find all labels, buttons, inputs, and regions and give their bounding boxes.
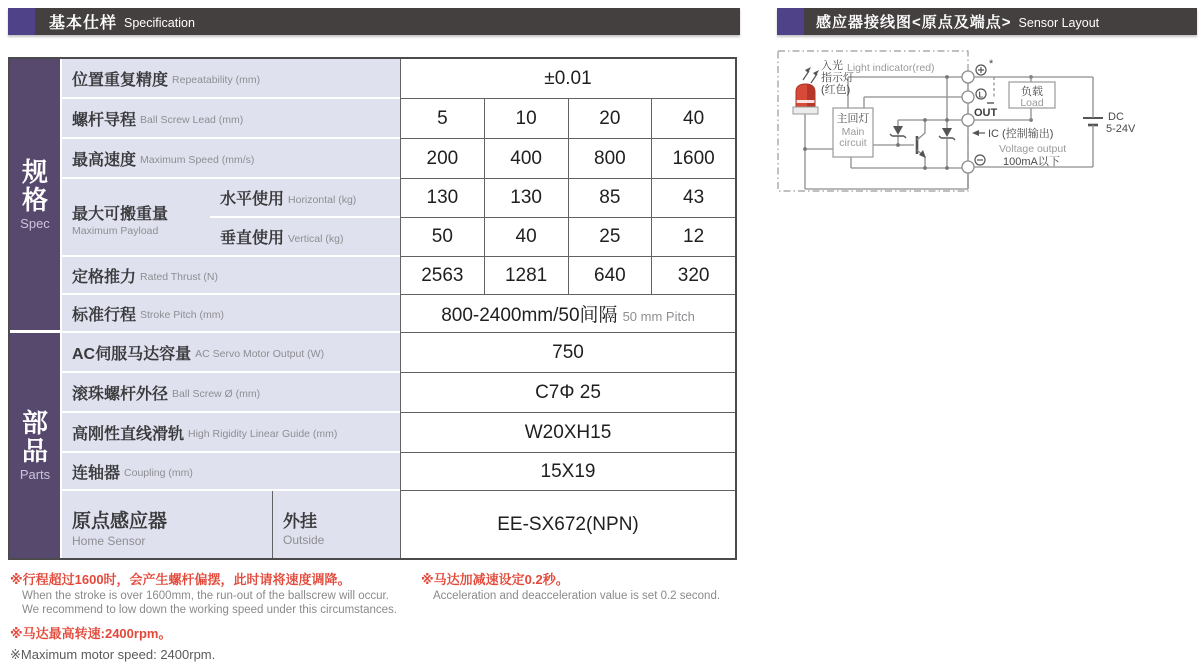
label-zh: 原点感应器 (72, 510, 168, 532)
row-label (62, 139, 400, 179)
row-label (62, 453, 400, 491)
row-label (62, 99, 400, 139)
subrow-horizontal (210, 179, 735, 218)
l-symbol-letter: L (978, 90, 984, 100)
label-en: Horizontal (kg) (288, 193, 357, 206)
side-label-zh: 品 (21, 436, 48, 466)
value-repeatability: ±0.01 (401, 59, 735, 99)
label-en: Maximum Payload (72, 225, 159, 237)
terminal-l (962, 91, 974, 103)
label-zh: 最大可搬重量 (72, 206, 169, 223)
value-vertical: 40 (484, 218, 568, 257)
label-zh: 定格推力 (72, 268, 137, 286)
value-lead-20: 20 (568, 99, 652, 139)
value-linear-guide: W20XH15 (401, 413, 735, 453)
value-stroke-small: 50 mm Pitch (622, 308, 695, 324)
output-transistor (917, 120, 926, 168)
value-servo-output: 750 (401, 333, 735, 373)
main-circuit-label-en: Main (841, 126, 865, 138)
footnotes-right (421, 571, 751, 603)
label-zh: 高刚性直线滑轨 (72, 425, 185, 443)
row-label-payload (62, 179, 210, 257)
note-motor-speed-en: ※Maximum motor speed: 2400rpm. (10, 646, 216, 662)
value-ball-screw-dia: C7Φ 25 (401, 373, 735, 413)
plus-symbol-icon (976, 65, 986, 75)
row-linear-guide (62, 413, 735, 453)
value-horizontal: 43 (651, 179, 735, 218)
load-label-en: Load (1020, 97, 1044, 109)
value-thrust: 1281 (484, 257, 568, 295)
terminal-plus (962, 71, 974, 83)
row-servo-output (62, 333, 735, 373)
light-label-zh: 入光 (821, 60, 843, 72)
table-side-column (10, 59, 60, 558)
note-stroke-en2: We recommend to low down the working speed under this circumstances. (22, 604, 397, 617)
minus-symbol-icon (975, 155, 985, 165)
row-home-sensor (62, 491, 735, 558)
out-label: OUT (974, 107, 998, 119)
subrow-vertical (210, 218, 735, 257)
row-ball-screw-lead (62, 99, 735, 139)
value-speed: 1600 (651, 139, 735, 179)
terminal-out (962, 114, 974, 126)
zener-diode (890, 126, 906, 138)
header-title-zh: 基本仕样 (49, 15, 118, 32)
value-thrust: 2563 (401, 257, 484, 295)
value-lead-10: 10 (484, 99, 568, 139)
label-en: Ball Screw Ø (mm) (172, 388, 261, 400)
note-motor-speed-zh: ※马达最高转速:2400rpm。 (10, 626, 172, 642)
wiring-diagram-svg (777, 50, 1197, 200)
section-header-specification (8, 8, 740, 35)
note-stroke-zh: ※行程超过1600时，会产生螺杆偏摆，此时请将速度调降。 (10, 572, 351, 587)
label-zh: 螺杆导程 (72, 111, 137, 129)
side-label-en: Parts (19, 467, 51, 483)
row-rated-thrust (62, 257, 735, 295)
side-section-parts (10, 333, 60, 558)
label-zh: 水平使用 (220, 191, 285, 208)
label-zh: AC伺服马达容量 (72, 345, 192, 363)
specification-table (8, 57, 737, 560)
value-stroke (401, 295, 735, 333)
label-zh: 连轴器 (72, 464, 121, 482)
label-en: Coupling (mm) (124, 467, 193, 479)
battery-icon (1083, 116, 1103, 126)
label-zh: 外挂 (283, 511, 317, 531)
label-zh: 垂直使用 (220, 230, 285, 247)
side-label-zh: 部 (21, 407, 48, 438)
light-label-en: Light indicator(red) (847, 62, 935, 74)
led-indicator (793, 84, 818, 114)
label-zh: 标准行程 (72, 306, 137, 324)
row-label (62, 413, 400, 453)
row-ball-screw-dia (62, 373, 735, 413)
value-lead-40: 40 (651, 99, 735, 139)
row-label (62, 59, 400, 99)
label-en: AC Servo Motor Output (W) (195, 348, 325, 360)
value-speed: 800 (568, 139, 652, 179)
note-accel-en: Acceleration and deacceleration value is set 0.2 second. (433, 589, 721, 602)
zener-diode (939, 128, 955, 146)
label-en: Rated Thrust (N) (140, 271, 219, 283)
value-coupling: 15X19 (401, 453, 735, 491)
label-en: Stroke Pitch (mm) (140, 309, 225, 321)
row-label (62, 257, 400, 295)
asterisk: * (989, 58, 994, 70)
ic-label: IC (控制输出) (988, 128, 1054, 140)
side-label-zh: 格 (21, 185, 48, 215)
section-header-sensor-layout (777, 8, 1197, 35)
label-zh: 最高速度 (72, 151, 137, 169)
value-horizontal: 85 (568, 179, 652, 218)
row-max-speed (62, 139, 735, 179)
note-stroke-en1: When the stroke is over 1600mm, the run-out of the ballscrew will occur. (22, 589, 389, 602)
label-en: Maximum Speed (mm/s) (140, 154, 255, 166)
ic-arrowhead-icon (972, 130, 979, 136)
value-speed: 200 (401, 139, 484, 179)
voltage-output-label: Voltage output (999, 143, 1067, 155)
value-home-sensor: EE-SX672(NPN) (401, 491, 735, 558)
value-thrust: 320 (651, 257, 735, 295)
header-accent-square (8, 8, 35, 35)
label-en: Vertical (kg) (288, 232, 344, 245)
light-arrows-icon (803, 67, 819, 83)
row-label-home-sensor (62, 491, 272, 558)
header-accent-square (777, 8, 804, 35)
current-limit-label: 100mA以下 (1003, 156, 1060, 168)
dc-label: DC (1108, 111, 1124, 123)
value-thrust: 640 (568, 257, 652, 295)
value-horizontal: 130 (401, 179, 484, 218)
header-title-zh: 感应器接线图<原点及端点> (816, 14, 1012, 31)
value-stroke-main: 800-2400mm/50间隔 (441, 305, 618, 326)
value-horizontal: 130 (484, 179, 568, 218)
row-label (62, 295, 400, 333)
main-circuit-label-zh: 主回灯 (836, 113, 870, 125)
dc-voltage-label: 5-24V (1106, 123, 1136, 135)
side-label-en: Spec (20, 216, 50, 232)
value-vertical: 12 (651, 218, 735, 257)
row-stroke-pitch (62, 295, 735, 333)
value-speed: 400 (484, 139, 568, 179)
sublabel-horizontal (210, 179, 400, 218)
value-lead-5: 5 (401, 99, 484, 139)
label-en: Outside (283, 532, 325, 547)
row-label (62, 333, 400, 373)
main-circuit-label-en: circuit (839, 137, 867, 149)
label-en: Ball Screw Lead (mm) (140, 114, 244, 126)
row-max-payload (62, 179, 735, 257)
value-vertical: 25 (568, 218, 652, 257)
light-label-zh: (红色) (821, 84, 851, 96)
footnotes-left (10, 571, 410, 662)
terminal-minus (962, 161, 974, 173)
label-en: Repeatability (mm) (172, 74, 261, 86)
value-vertical: 50 (401, 218, 484, 257)
header-title-en: Specification (124, 15, 195, 30)
row-coupling (62, 453, 735, 491)
label-en: High Rigidity Linear Guide (mm) (188, 428, 338, 440)
sensor-wiring-diagram (777, 50, 1197, 200)
label-zh: 位置重复精度 (72, 71, 169, 89)
row-label (62, 373, 400, 413)
sublabel-vertical (210, 218, 400, 257)
row-repeatability (62, 59, 735, 99)
note-accel-zh: ※马达加减速设定0.2秒。 (421, 572, 569, 587)
load-label-zh: 负载 (1021, 86, 1043, 98)
sublabel-outside (272, 491, 400, 558)
side-section-spec (10, 59, 60, 330)
header-title-en: Sensor Layout (1018, 15, 1100, 30)
side-label-zh: 规 (21, 156, 48, 187)
label-en: Home Sensor (72, 533, 146, 548)
label-zh: 滚珠螺杆外径 (72, 385, 169, 403)
table-body (62, 59, 735, 558)
light-label-zh: 指示灯 (821, 72, 854, 84)
